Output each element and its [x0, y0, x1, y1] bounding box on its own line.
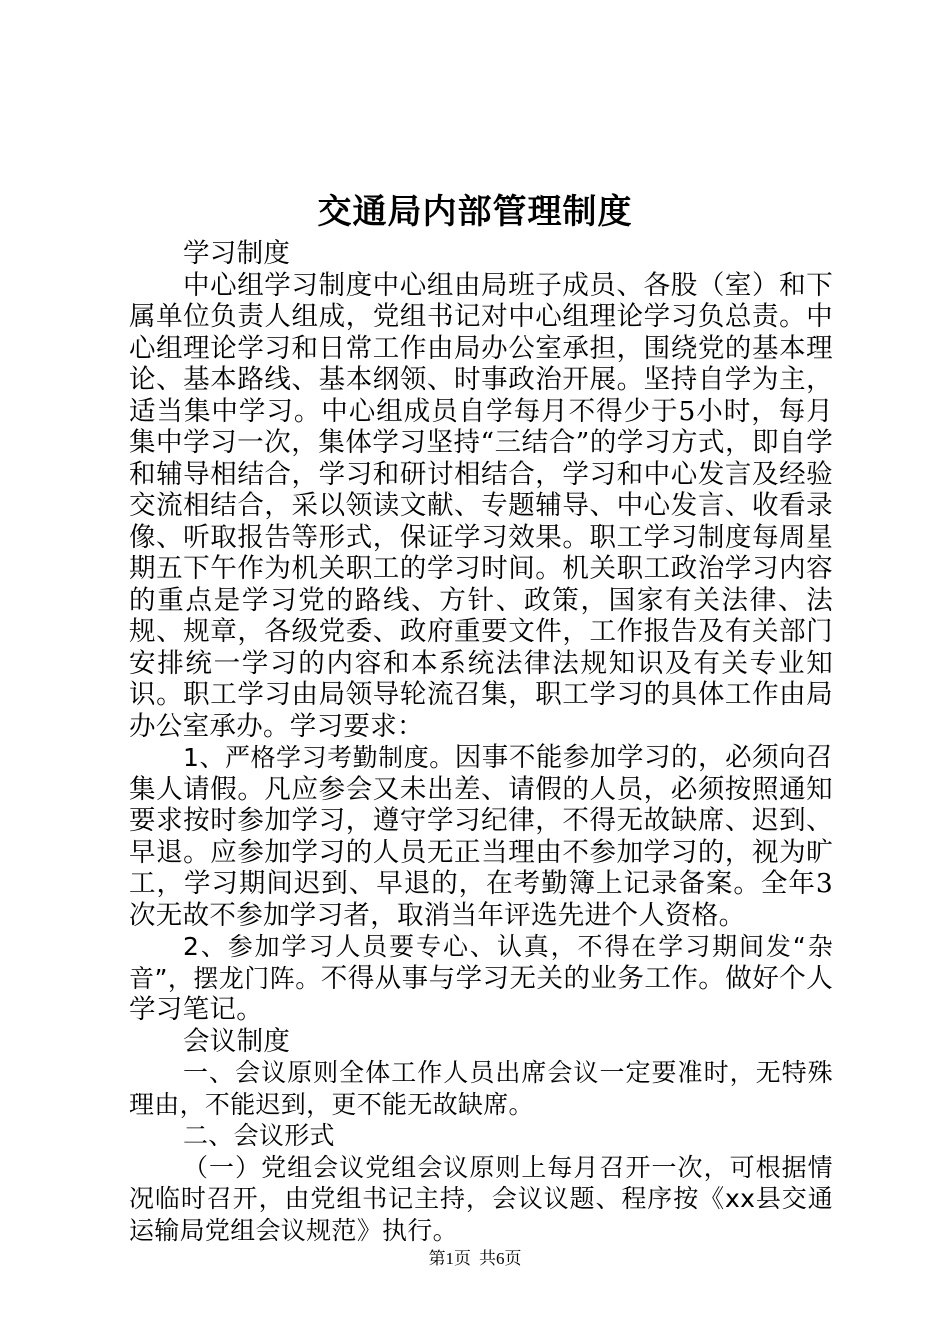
page-total: 共6页 — [479, 1249, 522, 1268]
requirement-1-text: 因事不能参加学习的，必须向召集人请假。凡应参会又未出差、请假的人员，必须按照通知要求按时参加学习，遵守学习纪律，不得无故缺席、迟到、早退。应参加学习的人员无正当理由不参加学习的，视为旷工，学习期间迟到、早退的，在考勤簿上记录备案。全年3次无故不参加学习者，取消当年评选先进个人资格。 — [129, 742, 833, 931]
meeting-form-1: （一）党组会议党组会议原则上每月召开一次，可根据情况临时召开，由党组书记主持，会议议题、程序按《xx县交通运输局党组会议规范》执行。 — [129, 1152, 833, 1245]
study-paragraph: 中心组学习制度中心组由局班子成员、各股（室）和下属单位负责人组成，党组书记对中心组理论学习负总责。中心组理论学习和日常工作由局办公室承担，围绕党的基本理论、基本路线、基本纲领、时事政治开展。坚持自学为主，适当集中学习。中心组成员自学每月不得少于5小时，每月集中学习一次，集体学习坚持“三结合”的学习方式，即自学和辅导相结合，学习和研讨相结合，学习和中心发言及经验交流相结合，采以领读文献、专题辅导、中心发言、收看录像、听取报告等形式，保证学习效果。职工学习制度每周星期五下午作为机关职工的学习时间。机关职工政治学习内容的重点是学习党的路线、方针、政策，国家有关法律、法规、规章，各级党委、政府重要文件，工作报告及有关部门安排统一学习的内容和本系统法律法规知识及有关专业知识。职工学习由局领导轮流召集，职工学习的具体工作由局办公室承办。学习要求： — [129, 269, 833, 742]
page-footer — [0, 1244, 950, 1269]
study-heading: 学习制度 — [183, 238, 291, 269]
meeting-heading: 会议制度 — [183, 1025, 291, 1057]
requirement-2-text: 不得从事与学习无关的业务工作。做好个人学习笔记。 — [129, 962, 833, 1025]
requirement-2 — [129, 931, 833, 1026]
document-title: 交通局内部管理制度 — [317, 192, 633, 232]
requirement-1-lead: 1、严格学习考勤制度。 — [183, 743, 455, 772]
page-number: 第1页 — [428, 1249, 471, 1268]
meeting-principle: 一、会议原则全体工作人员出席会议一定要准时，无特殊理由，不能迟到，更不能无故缺席。 — [129, 1058, 833, 1119]
meeting-form-heading: 二、会议形式 — [183, 1121, 335, 1150]
document-body — [129, 238, 833, 1246]
requirement-2-lead: 2、参加学习人员要专心、认真，不得在学习期间发“杂音”，摆龙门阵。 — [129, 932, 833, 993]
requirement-1 — [129, 742, 833, 931]
